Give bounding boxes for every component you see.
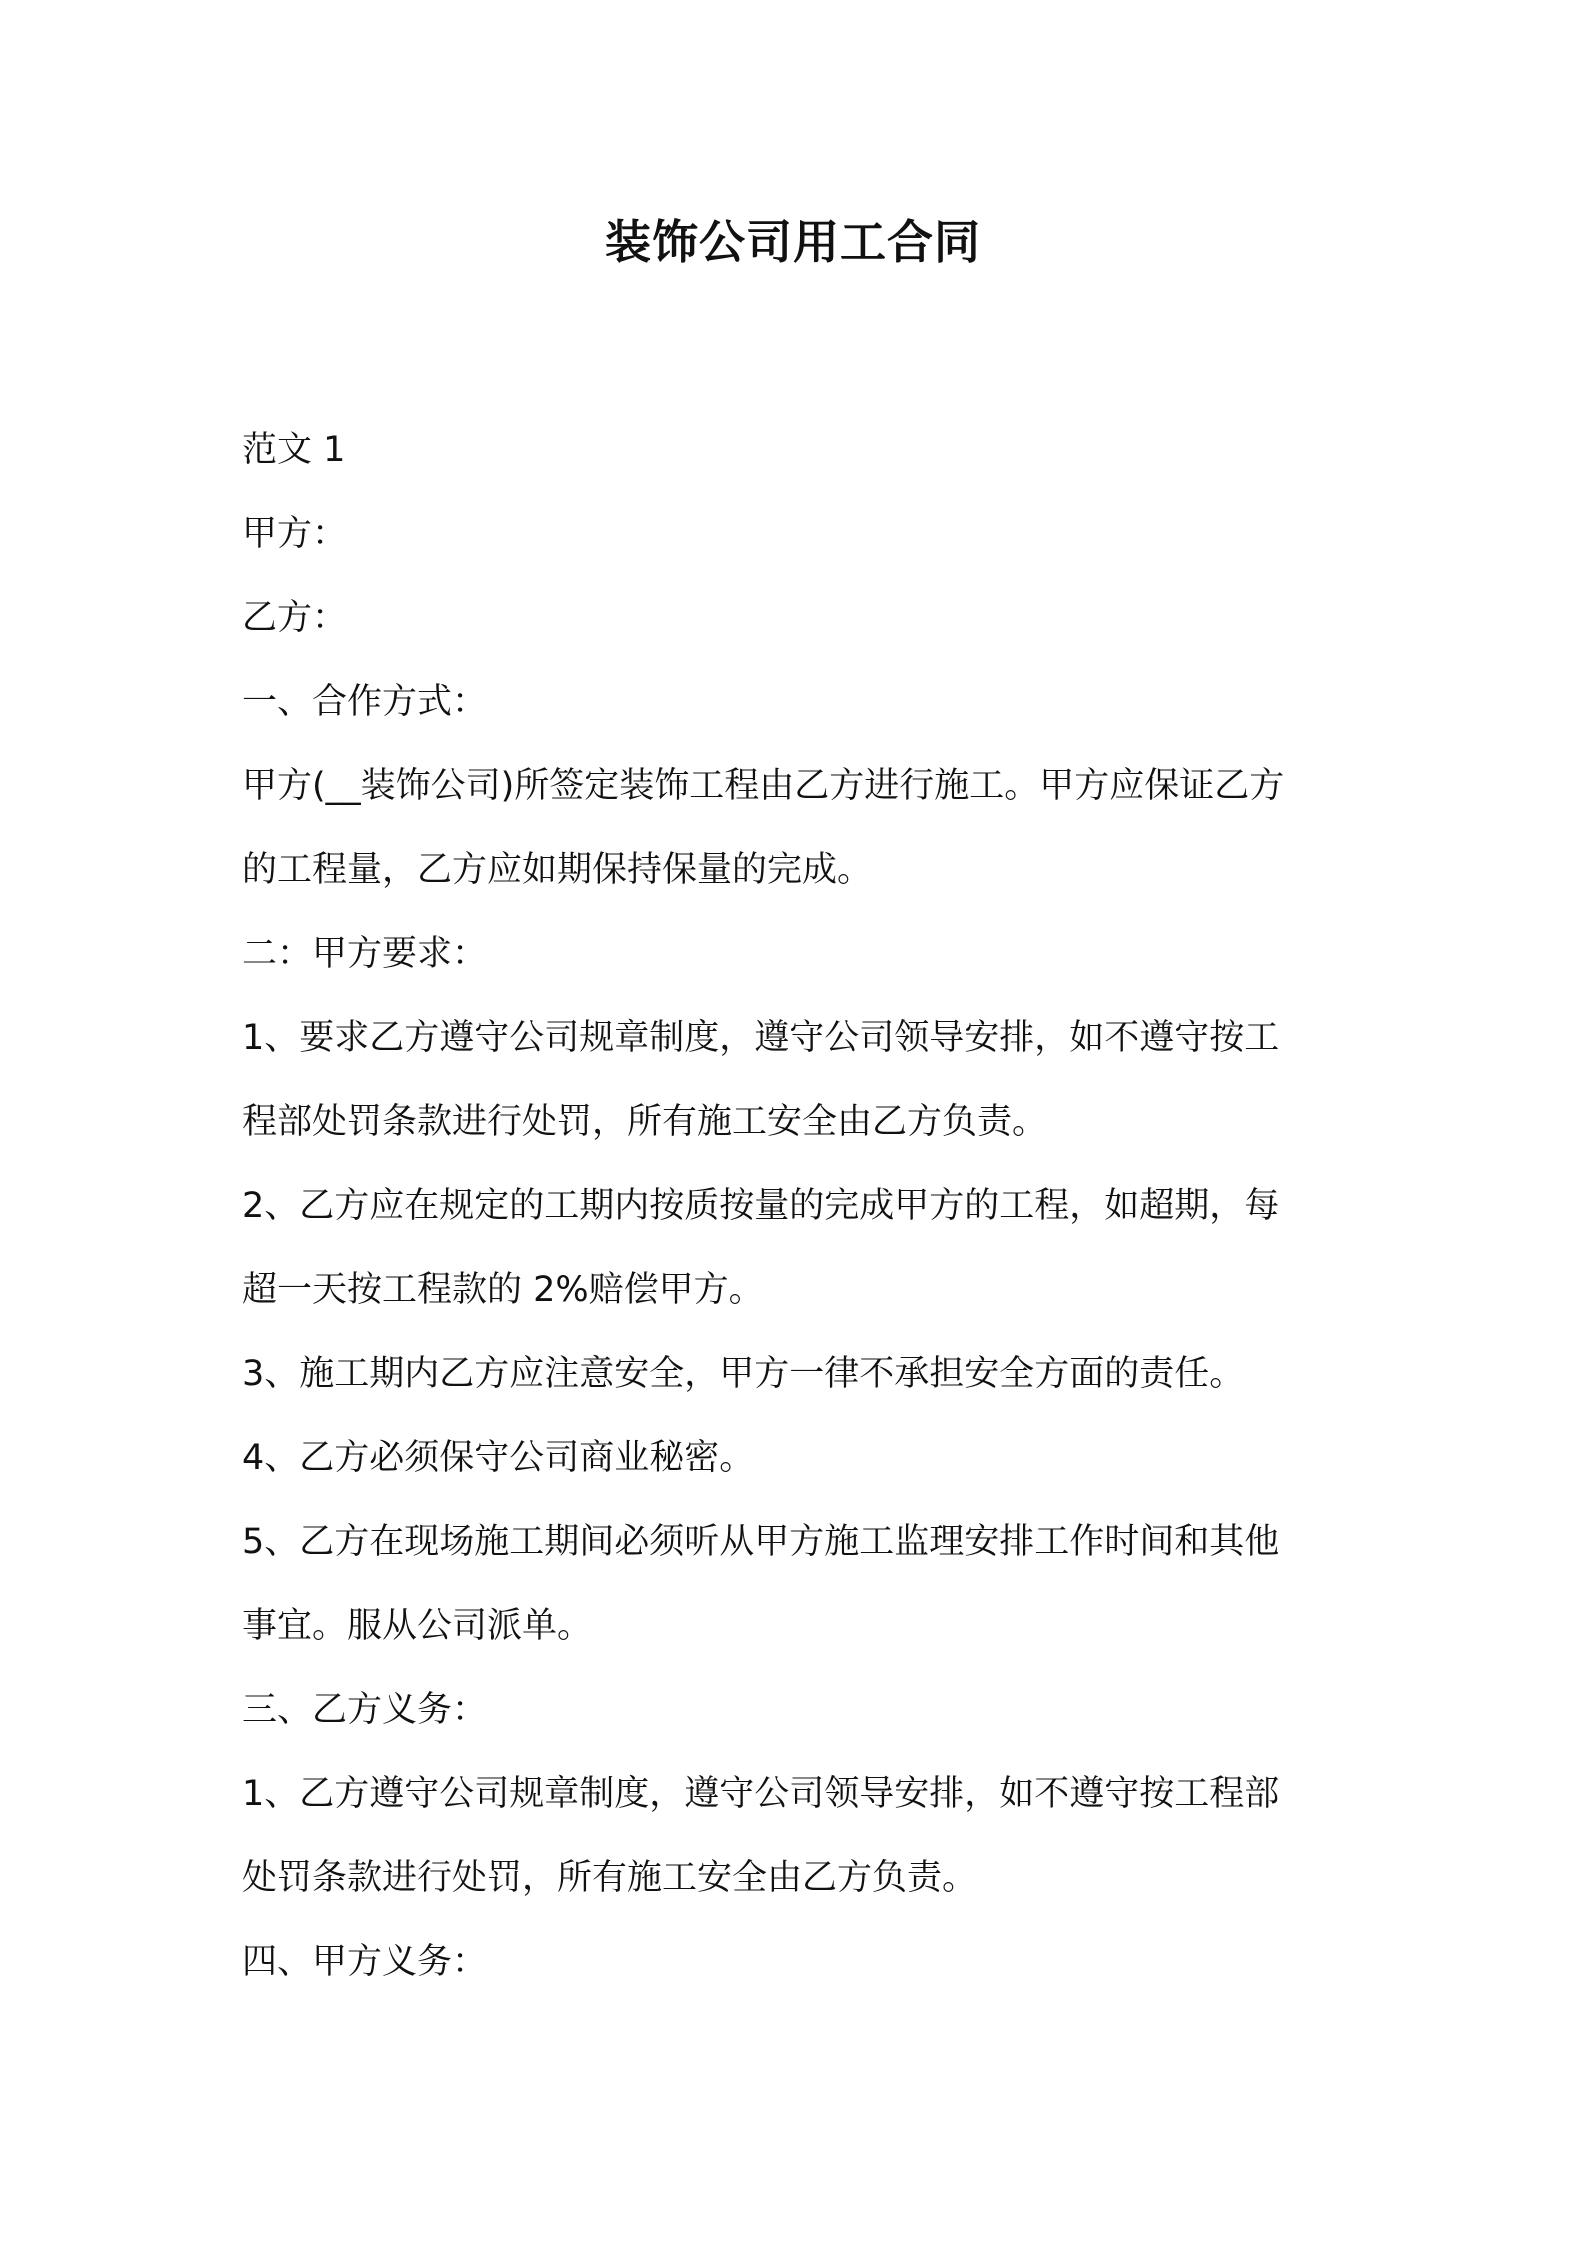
paragraph-line: 超一天按工程款的 2%赔偿甲方。 (242, 1270, 764, 1310)
section-heading-party-b-obligations: 三、乙方义务： (242, 1690, 488, 1730)
line-sample-label: 范文 1 (242, 430, 346, 470)
section-heading-cooperation: 一、合作方式： (242, 682, 488, 722)
line-party-a: 甲方： (242, 514, 348, 554)
paragraph-line: 程部处罚条款进行处罚，所有施工安全由乙方负责。 (242, 1102, 1048, 1142)
paragraph-line: 甲方(__装饰公司)所签定装饰工程由乙方进行施工。甲方应保证乙方 (242, 766, 1285, 806)
paragraph-line: 的工程量，乙方应如期保持保量的完成。 (242, 850, 873, 890)
paragraph-line: 1、要求乙方遵守公司规章制度，遵守公司领导安排，如不遵守按工 (242, 1018, 1280, 1058)
paragraph-line: 3、施工期内乙方应注意安全，甲方一律不承担安全方面的责任。 (242, 1354, 1245, 1394)
paragraph-line: 4、乙方必须保守公司商业秘密。 (242, 1438, 755, 1478)
paragraph-line: 处罚条款进行处罚，所有施工安全由乙方负责。 (242, 1858, 978, 1898)
document-title: 装饰公司用工合同 (605, 215, 981, 269)
section-heading-party-a-obligations: 四、甲方义务： (242, 1942, 488, 1982)
paragraph-line: 2、乙方应在规定的工期内按质按量的完成甲方的工程，如超期，每 (242, 1186, 1280, 1226)
line-party-b: 乙方： (242, 598, 348, 638)
document-body (242, 408, 1352, 2004)
paragraph-line: 1、乙方遵守公司规章制度，遵守公司领导安排，如不遵守按工程部 (242, 1774, 1280, 1814)
paragraph-line: 事宜。服从公司派单。 (242, 1606, 593, 1646)
section-heading-party-a-requirements: 二：甲方要求： (242, 934, 488, 974)
paragraph-line: 5、乙方在现场施工期间必须听从甲方施工监理安排工作时间和其他 (242, 1522, 1280, 1562)
